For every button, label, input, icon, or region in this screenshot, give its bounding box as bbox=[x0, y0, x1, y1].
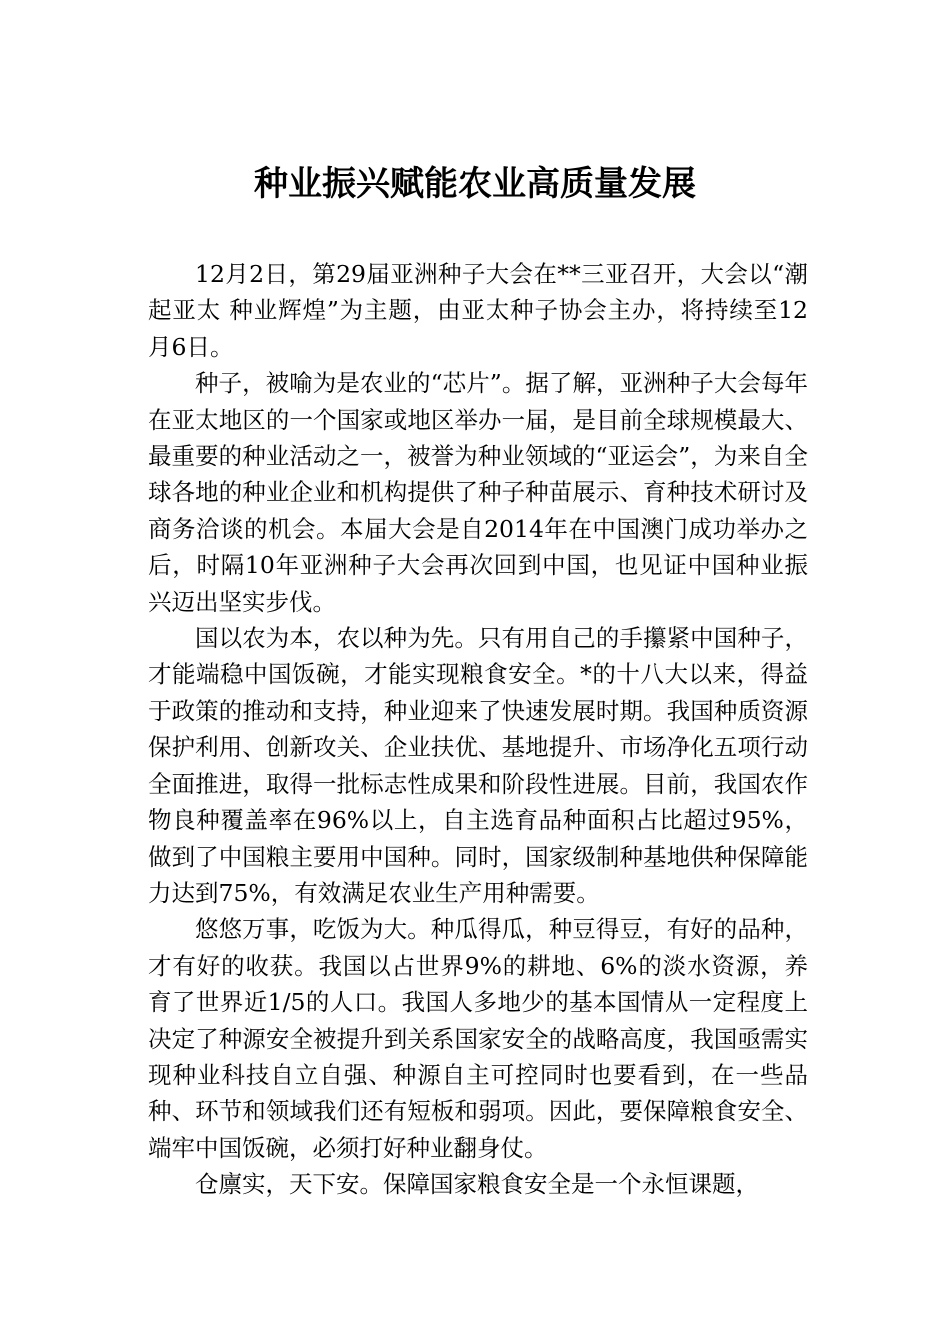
paragraph-5: 仓廪实，天下安。保障国家粮食安全是一个永恒课题， bbox=[195, 1170, 759, 1199]
paragraph-2: 种子，被喻为是农业的“芯片”。据了解，亚洲种子大会每年在亚太地区的一个国家或地区举办一届，是目前全球规模最大、最重要的种业活动之一，被誉为种业领域的“亚运会”，为来自全球各地的种业企业和机构提供了种子种苗展示、育种技术研讨及商务洽谈的机会。本届大会是自2014年在中国澳门成功举办之后，时隔10年亚洲种子大会再次回到中国，也见证中国种业振兴迈出坚实步伐。 bbox=[148, 369, 808, 616]
paragraph-1: 12月2日，第29届亚洲种子大会在**三亚召开，大会以“潮起亚太 种业辉煌”为主题，由亚太种子协会主办，将持续至12月6日。 bbox=[148, 260, 808, 361]
document-body bbox=[148, 256, 808, 1203]
document-title: 种业振兴赋能农业高质量发展 bbox=[254, 164, 696, 204]
paragraph-3: 国以农为本，农以种为先。只有用自己的手攥紧中国种子，才能端稳中国饭碗，才能实现粮食安全。*的十八大以来，得益于政策的推动和支持，种业迎来了快速发展时期。我国种质资源保护利用、创新攻关、企业扶优、基地提升、市场净化五项行动全面推进，取得一批标志性成果和阶段性进展。目前，我国农作物良种覆盖率在96%以上，自主选育品种面积占比超过95%，做到了中国粮主要用中国种。同时，国家级制种基地供种保障能力达到75%，有效满足农业生产用种需要。 bbox=[148, 624, 808, 907]
paragraph-4: 悠悠万事，吃饭为大。种瓜得瓜，种豆得豆，有好的品种，才有好的收获。我国以占世界9%的耕地、6%的淡水资源，养育了世界近1/5的人口。我国人多地少的基本国情从一定程度上决定了种源安全被提升到关系国家安全的战略高度，我国亟需实现种业科技自立自强、种源自主可控同时也要看到，在一些品种、环节和领域我们还有短板和弱项。因此，要保障粮食安全、端牢中国饭碗，必须打好种业翻身仗。 bbox=[148, 915, 808, 1162]
